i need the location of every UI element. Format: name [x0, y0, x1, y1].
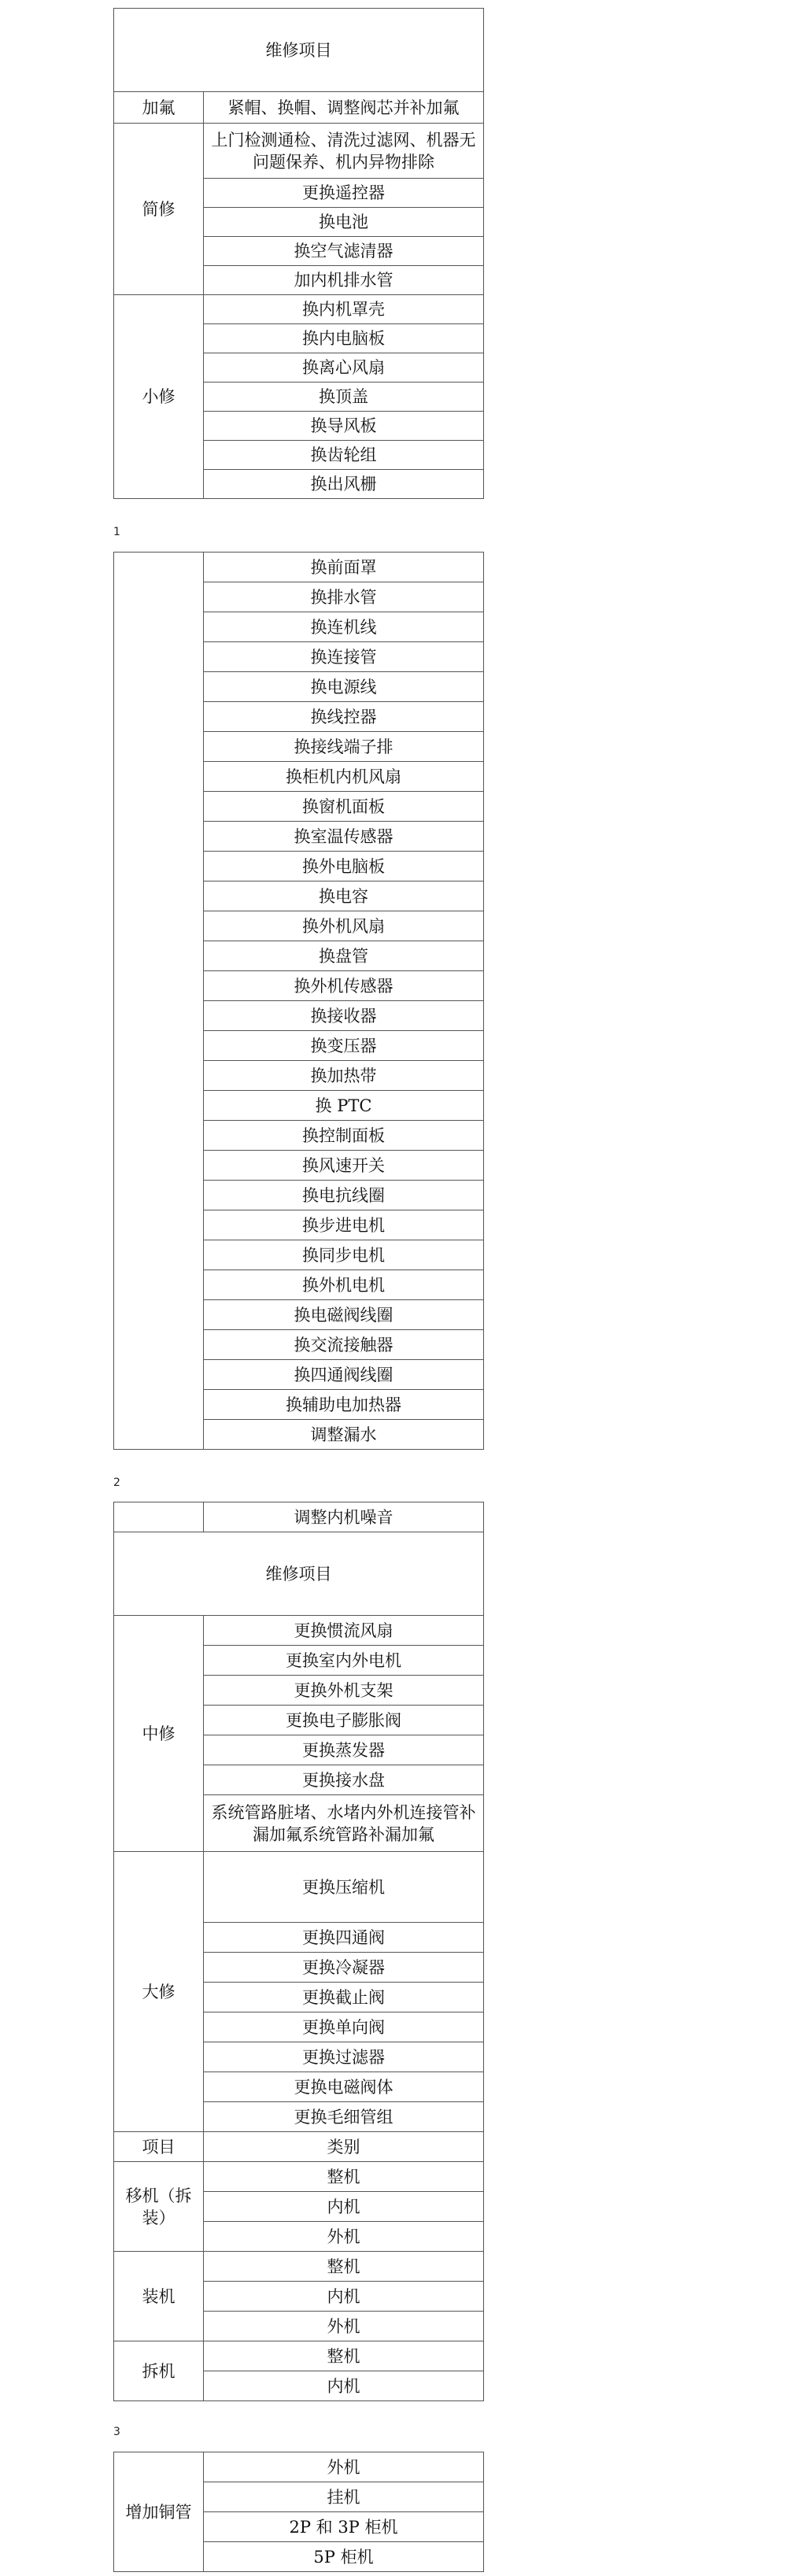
repair-table-4 — [113, 2452, 484, 2572]
item-cell: 换控制面板 — [204, 1121, 484, 1151]
category-chaiji: 拆机 — [114, 2341, 204, 2401]
item-cell: 换外机风扇 — [204, 911, 484, 941]
item-cell: 整机 — [204, 2162, 484, 2192]
item-cell: 换接收器 — [204, 1001, 484, 1031]
category-zhongxiu: 中修 — [114, 1616, 204, 1852]
category-xiaoxiu: 小修 — [114, 295, 204, 499]
item-cell: 换同步电机 — [204, 1240, 484, 1270]
item-cell: 系统管路脏堵、水堵内外机连接管补漏加氟系统管路补漏加氟 — [204, 1795, 484, 1852]
project-label: 项目 — [114, 2132, 204, 2162]
item-cell: 换窗机面板 — [204, 792, 484, 822]
item-cell: 换接线端子排 — [204, 732, 484, 762]
item-cell: 更换外机支架 — [204, 1676, 484, 1706]
blank-category-cell — [114, 1502, 204, 1532]
item-cell: 换内机罩壳 — [204, 295, 484, 324]
item-cell: 上门检测通检、清洗过滤网、机器无问题保养、机内异物排除 — [204, 124, 484, 179]
item-cell: 更换毛细管组 — [204, 2102, 484, 2132]
page-number: 2 — [113, 1476, 120, 1489]
item-cell: 换辅助电加热器 — [204, 1390, 484, 1420]
item-cell: 更换单向阀 — [204, 2012, 484, 2042]
item-cell: 更换电子膨胀阀 — [204, 1706, 484, 1735]
item-cell: 更换电磁阀体 — [204, 2072, 484, 2102]
category-jianxiu: 简修 — [114, 124, 204, 295]
category-zhuangji: 装机 — [114, 2252, 204, 2341]
table-header-repair-items: 维修项目 — [114, 9, 484, 92]
item-cell: 更换冷凝器 — [204, 1953, 484, 1983]
item-cell: 换外机电机 — [204, 1270, 484, 1300]
item-cell: 换风速开关 — [204, 1151, 484, 1181]
item-cell: 换电池 — [204, 208, 484, 237]
item-cell: 换空气滤清器 — [204, 237, 484, 266]
item-cell: 调整内机噪音 — [204, 1502, 484, 1532]
item-cell: 换四通阀线圈 — [204, 1360, 484, 1390]
item-cell: 换电磁阀线圈 — [204, 1300, 484, 1330]
item-cell: 更换截止阀 — [204, 1983, 484, 2012]
item-cell: 换电容 — [204, 881, 484, 911]
item-cell: 换内电脑板 — [204, 324, 484, 353]
category-daxiu: 大修 — [114, 1852, 204, 2132]
item-cell: 更换蒸发器 — [204, 1735, 484, 1765]
page-number: 3 — [113, 2426, 120, 2438]
item-cell: 换齿轮组 — [204, 441, 484, 470]
item-cell: 加内机排水管 — [204, 266, 484, 295]
blank-category-cell — [114, 553, 204, 1450]
item-cell: 5P 柜机 — [204, 2542, 484, 2572]
category-jiafu: 加氟 — [114, 92, 204, 124]
item-cell: 换盘管 — [204, 941, 484, 971]
item-cell: 整机 — [204, 2252, 484, 2282]
page-number: 1 — [113, 526, 120, 538]
item-cell: 换室温传感器 — [204, 822, 484, 852]
item-cell: 换连机线 — [204, 612, 484, 642]
item-cell: 换离心风扇 — [204, 353, 484, 383]
item-cell: 换出风栅 — [204, 470, 484, 499]
category-yiji: 移机（拆装） — [114, 2162, 204, 2252]
repair-table-3 — [113, 1502, 484, 2401]
item-cell: 换变压器 — [204, 1031, 484, 1061]
item-cell: 更换惯流风扇 — [204, 1616, 484, 1646]
category-copper-pipe: 增加铜管 — [114, 2452, 204, 2572]
item-cell: 换步进电机 — [204, 1210, 484, 1240]
item-cell: 外机 — [204, 2452, 484, 2482]
item-cell: 换电源线 — [204, 672, 484, 702]
table-header-repair-items: 维修项目 — [114, 1532, 484, 1616]
item-cell: 紧帽、换帽、调整阀芯并补加氟 — [204, 92, 484, 124]
item-cell: 外机 — [204, 2312, 484, 2341]
item-cell: 换导风板 — [204, 412, 484, 441]
item-cell: 换排水管 — [204, 582, 484, 612]
item-cell: 更换接水盘 — [204, 1765, 484, 1795]
item-cell: 换连接管 — [204, 642, 484, 672]
item-cell: 整机 — [204, 2341, 484, 2371]
item-cell: 更换遥控器 — [204, 179, 484, 208]
item-cell: 内机 — [204, 2371, 484, 2401]
type-label: 类别 — [204, 2132, 484, 2162]
item-cell: 更换室内外电机 — [204, 1646, 484, 1676]
item-cell: 外机 — [204, 2222, 484, 2252]
item-cell: 更换压缩机 — [204, 1852, 484, 1923]
item-cell: 换顶盖 — [204, 383, 484, 412]
repair-table-1 — [113, 8, 484, 499]
item-cell: 换外电脑板 — [204, 852, 484, 881]
item-cell: 内机 — [204, 2282, 484, 2312]
item-cell: 换加热带 — [204, 1061, 484, 1091]
item-cell: 换交流接触器 — [204, 1330, 484, 1360]
item-cell: 调整漏水 — [204, 1420, 484, 1450]
item-cell: 换前面罩 — [204, 553, 484, 582]
item-cell: 换柜机内机风扇 — [204, 762, 484, 792]
item-cell: 换线控器 — [204, 702, 484, 732]
item-cell: 换外机传感器 — [204, 971, 484, 1001]
item-cell: 换 PTC — [204, 1091, 484, 1121]
item-cell: 挂机 — [204, 2482, 484, 2512]
item-cell: 内机 — [204, 2192, 484, 2222]
item-cell: 更换四通阀 — [204, 1923, 484, 1953]
item-cell: 换电抗线圈 — [204, 1181, 484, 1210]
item-cell: 2P 和 3P 柜机 — [204, 2512, 484, 2542]
repair-table-2 — [113, 552, 484, 1450]
item-cell: 更换过滤器 — [204, 2042, 484, 2072]
